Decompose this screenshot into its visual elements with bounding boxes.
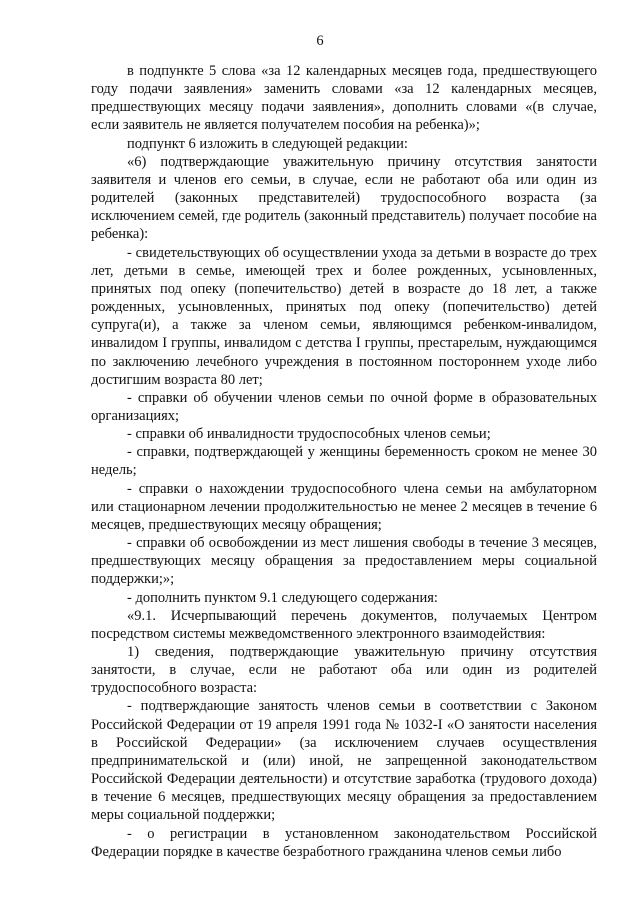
- paragraph: - о регистрации в установленном законодательством Российской Федерации порядке в качестве безработного гражданина членов семьи либо: [91, 825, 597, 860]
- document-body: [91, 62, 597, 861]
- paragraph: - справки об инвалидности трудоспособных членов семьи;: [127, 426, 491, 443]
- paragraph: «9.1. Исчерпывающий перечень документов, получаемых Центром посредством системы межведомственного электронного взаимодействия:: [91, 607, 597, 642]
- paragraph: 1) сведения, подтверждающие уважительную причину отсутствия занятости, в случае, если не работают оба или один из родителей трудоспособного возраста:: [91, 644, 597, 697]
- paragraph: «6) подтверждающие уважительную причину отсутствия занятости заявителя и членов его семьи, в случае, если не работают оба или один из родителей (законных представителей) трудоспособного возраста (за исключением семей, где родитель (законный представитель) получает пособие на ребенка):: [91, 153, 597, 243]
- page-number: 6: [316, 33, 324, 49]
- paragraph: - справки об освобождении из мест лишения свободы в течение 3 месяцев, предшествующих месяцу обращения за предоставлением меры социальной поддержки;»;: [91, 535, 597, 588]
- paragraph: - справки об обучении членов семьи по очной форме в образовательных организациях;: [91, 389, 597, 424]
- paragraph: - свидетельствующих об осуществлении ухода за детьми в возрасте до трех лет, детьми в семье, имеющей трех и более рожденных, усыновленных, принятых под опеку (попечительство) детей в возрасте до 18 лет, а также рожденных, усыновленных, принятых под опеку (попечительство) детей супруга(и), а также за членом семьи, являющимся ребенком-инвалидом, инвалидом I группы, инвалидом с детства I группы, престарелым, нуждающимся по заключению лечебного учреждения в постоянном постороннем уходе либо достигшим возраста 80 лет;: [91, 244, 597, 388]
- paragraph: подпункт 6 изложить в следующей редакции:: [127, 135, 408, 152]
- paragraph: - справки о нахождении трудоспособного члена семьи на амбулаторном или стационарном лечении продолжительностью не менее 2 месяцев в течение 6 месяцев, предшествующих месяцу обращения;: [91, 480, 597, 533]
- paragraph: - подтверждающие занятость членов семьи в соответствии с Законом Российской Федерации от 19 апреля 1991 года № 1032-I «О занятости населения в Российской Федерации» (за исключением случаев осуществления предпринимательской и (или) иной, не запрещенной законодательством Российской Федерации деятельности) и отсутствие заработка (трудового дохода) в течение 6 месяцев, предшествующих месяцу обращения за предоставлением меры социальной поддержки;: [91, 698, 597, 824]
- paragraph: - справки, подтверждающей у женщины беременность сроком не менее 30 недель;: [91, 444, 597, 479]
- paragraph: - дополнить пунктом 9.1 следующего содержания:: [127, 589, 438, 606]
- paragraph: в подпункте 5 слова «за 12 календарных месяцев года, предшествующего году подачи заявления» заменить словами «за 12 календарных месяцев, предшествующих месяцу подачи заявления», дополнить словами «(в случае, если заявитель не является получателем пособия на ребенка)»;: [91, 63, 597, 134]
